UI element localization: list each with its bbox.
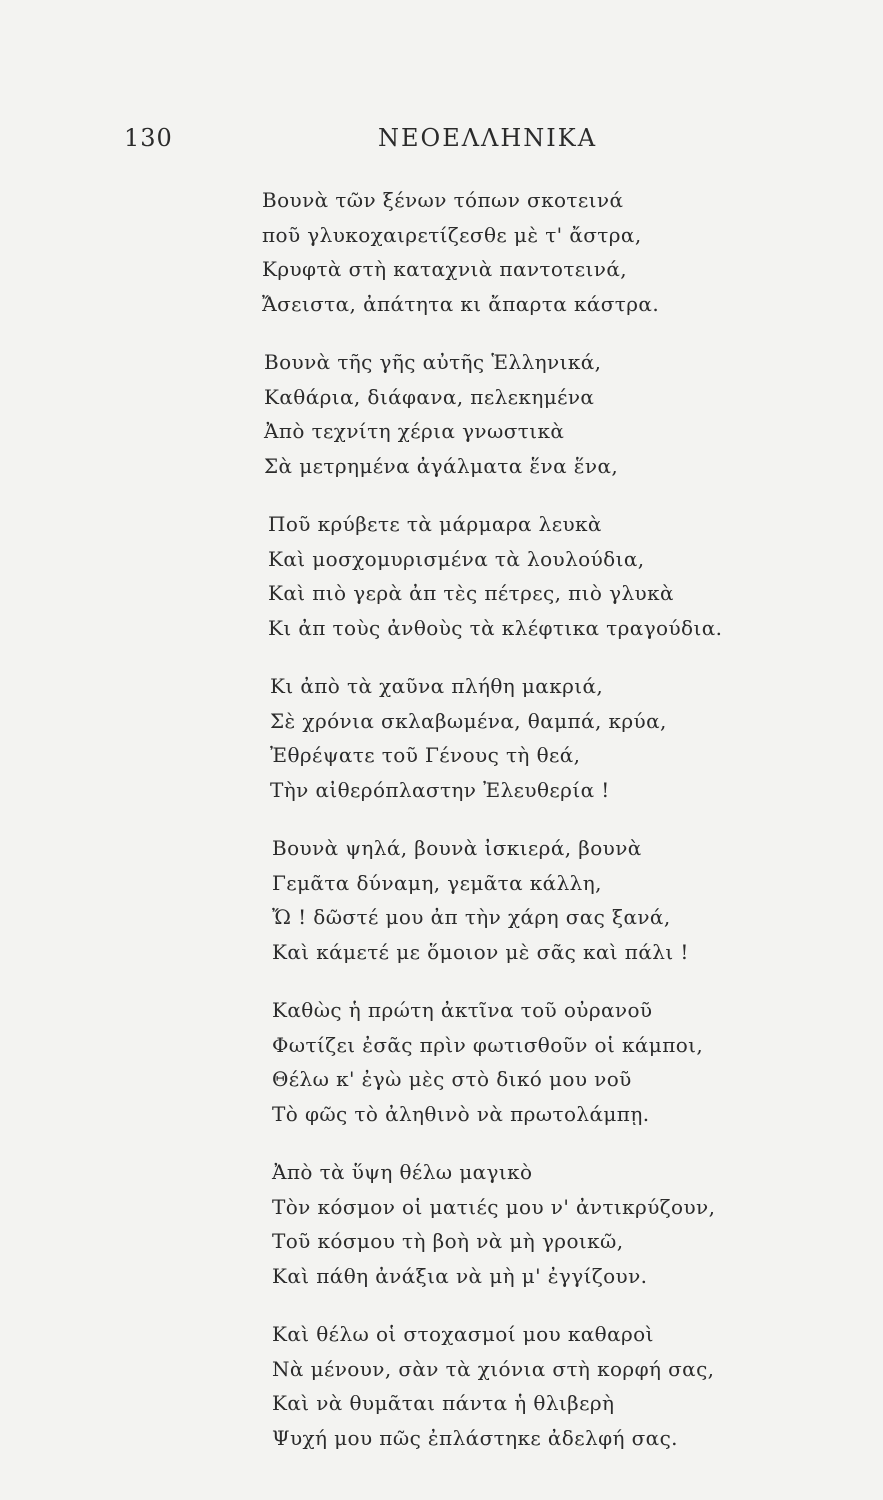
- poem-line: Τὸν κόσμον οἱ ματιές μου ν' ἀντικρύζουν,: [272, 1194, 716, 1219]
- poem-line: Τοῦ κόσμου τὴ βοὴ νὰ μὴ γροικῶ,: [272, 1229, 624, 1253]
- stanza-8: [272, 1317, 782, 1455]
- stanza-5: [272, 831, 782, 969]
- poem-line: Γεμᾶτα δύναμη, γεμᾶτα κάλλη,: [272, 870, 602, 895]
- running-title: ΝΕΟΕΛΛΗΝΙΚΑ: [378, 124, 598, 152]
- poem-line: Σὲ χρόνια σκλαβωμένα, θαμπά, κρύα,: [270, 708, 667, 733]
- poem-line: Τὸ φῶς τὸ ἀληθινὸ νὰ πρωτολάμπῃ.: [272, 1101, 650, 1126]
- poem-line: ποῦ γλυκοχαιρετίζεσθε μὲ τ' ἄστρα,: [262, 222, 642, 247]
- poem: [262, 183, 782, 1479]
- poem-line: Τὴν αἰθερόπλαστην Ἐλευθερία !: [270, 777, 610, 802]
- poem-line: Ἀπὸ τὰ ὕψη θέλω μαγικὸ: [272, 1160, 533, 1184]
- poem-line: Καὶ θέλω οἱ στοχασμοί μου καθαροὶ: [272, 1322, 654, 1346]
- poem-line: Σὰ μετρημένα ἀγάλματα ἕνα ἕνα,: [264, 453, 619, 478]
- stanza-6: [272, 993, 782, 1131]
- poem-line: Ψυχή μου πῶς ἐπλάστηκε ἀδελφή σας.: [272, 1425, 678, 1450]
- poem-line: Κι ἀπὸ τὰ χαῦνα πλήθη μακριά,: [270, 674, 604, 698]
- poem-line: Νὰ μένουν, σὰν τὰ χιόνια στὴ κορφή σας,: [272, 1356, 715, 1381]
- poem-line: Καὶ μοσχομυρισμένα τὰ λουλούδια,: [268, 546, 645, 571]
- poem-line: Ἀπὸ τεχνίτη χέρια γνωστικὰ: [264, 419, 565, 443]
- poem-line: Βουνὰ ψηλά, βουνὰ ἰσκιερά, βουνὰ: [272, 836, 642, 860]
- poem-line: Βουνὰ τῶν ξένων τόπων σκοτεινά: [262, 188, 624, 212]
- poem-line: Καθάρια, διάφανα, πελεκημένα: [264, 384, 595, 409]
- stanza-3: [268, 507, 782, 645]
- poem-line: Κι ἀπ τοὺς ἀνθοὺς τὰ κλέφτικα τραγούδια.: [268, 615, 723, 640]
- poem-line: Καὶ πιὸ γερὰ ἀπ τὲς πέτρες, πιὸ γλυκὰ: [268, 581, 674, 605]
- poem-line: Καὶ πάθη ἀνάξια νὰ μὴ μ' ἐγγίζουν.: [272, 1263, 648, 1288]
- poem-line: Καθὼς ἡ πρώτη ἀκτῖνα τοῦ οὐρανοῦ: [272, 998, 653, 1022]
- poem-line: Ἐθρέψατε τοῦ Γένους τὴ θεά,: [270, 743, 581, 767]
- poem-line: Ποῦ κρύβετε τὰ μάρμαρα λευκὰ: [268, 512, 602, 536]
- poem-line: Θέλω κ' ἐγὼ μὲς στὸ δικό μου νοῦ: [272, 1067, 632, 1091]
- poem-line: Καὶ νὰ θυμᾶται πάντα ἡ θλιβερὴ: [272, 1391, 615, 1415]
- poem-line: Βουνὰ τῆς γῆς αὐτῆς Ἑλληνικά,: [264, 350, 602, 374]
- page-header: [0, 124, 883, 164]
- poem-line: Ὤ ! δῶστέ μου ἀπ τὴν χάρη σας ξανά,: [272, 905, 671, 929]
- poem-line: Καὶ κάμετέ με ὅμοιον μὲ σᾶς καὶ πάλι !: [272, 939, 689, 964]
- poem-line: Ἄσειστα, ἀπάτητα κι ἄπαρτα κάστρα.: [262, 291, 660, 316]
- stanza-2: [264, 345, 782, 483]
- stanza-4: [270, 669, 782, 807]
- stanza-1: [262, 183, 782, 321]
- poem-line: Φωτίζει ἐσᾶς πρὶν φωτισθοῦν οἱ κάμποι,: [272, 1032, 704, 1057]
- stanza-7: [272, 1155, 782, 1293]
- poem-line: Κρυφτὰ στὴ καταχνιὰ παντοτεινά,: [262, 257, 628, 281]
- page-number: 130: [124, 124, 173, 152]
